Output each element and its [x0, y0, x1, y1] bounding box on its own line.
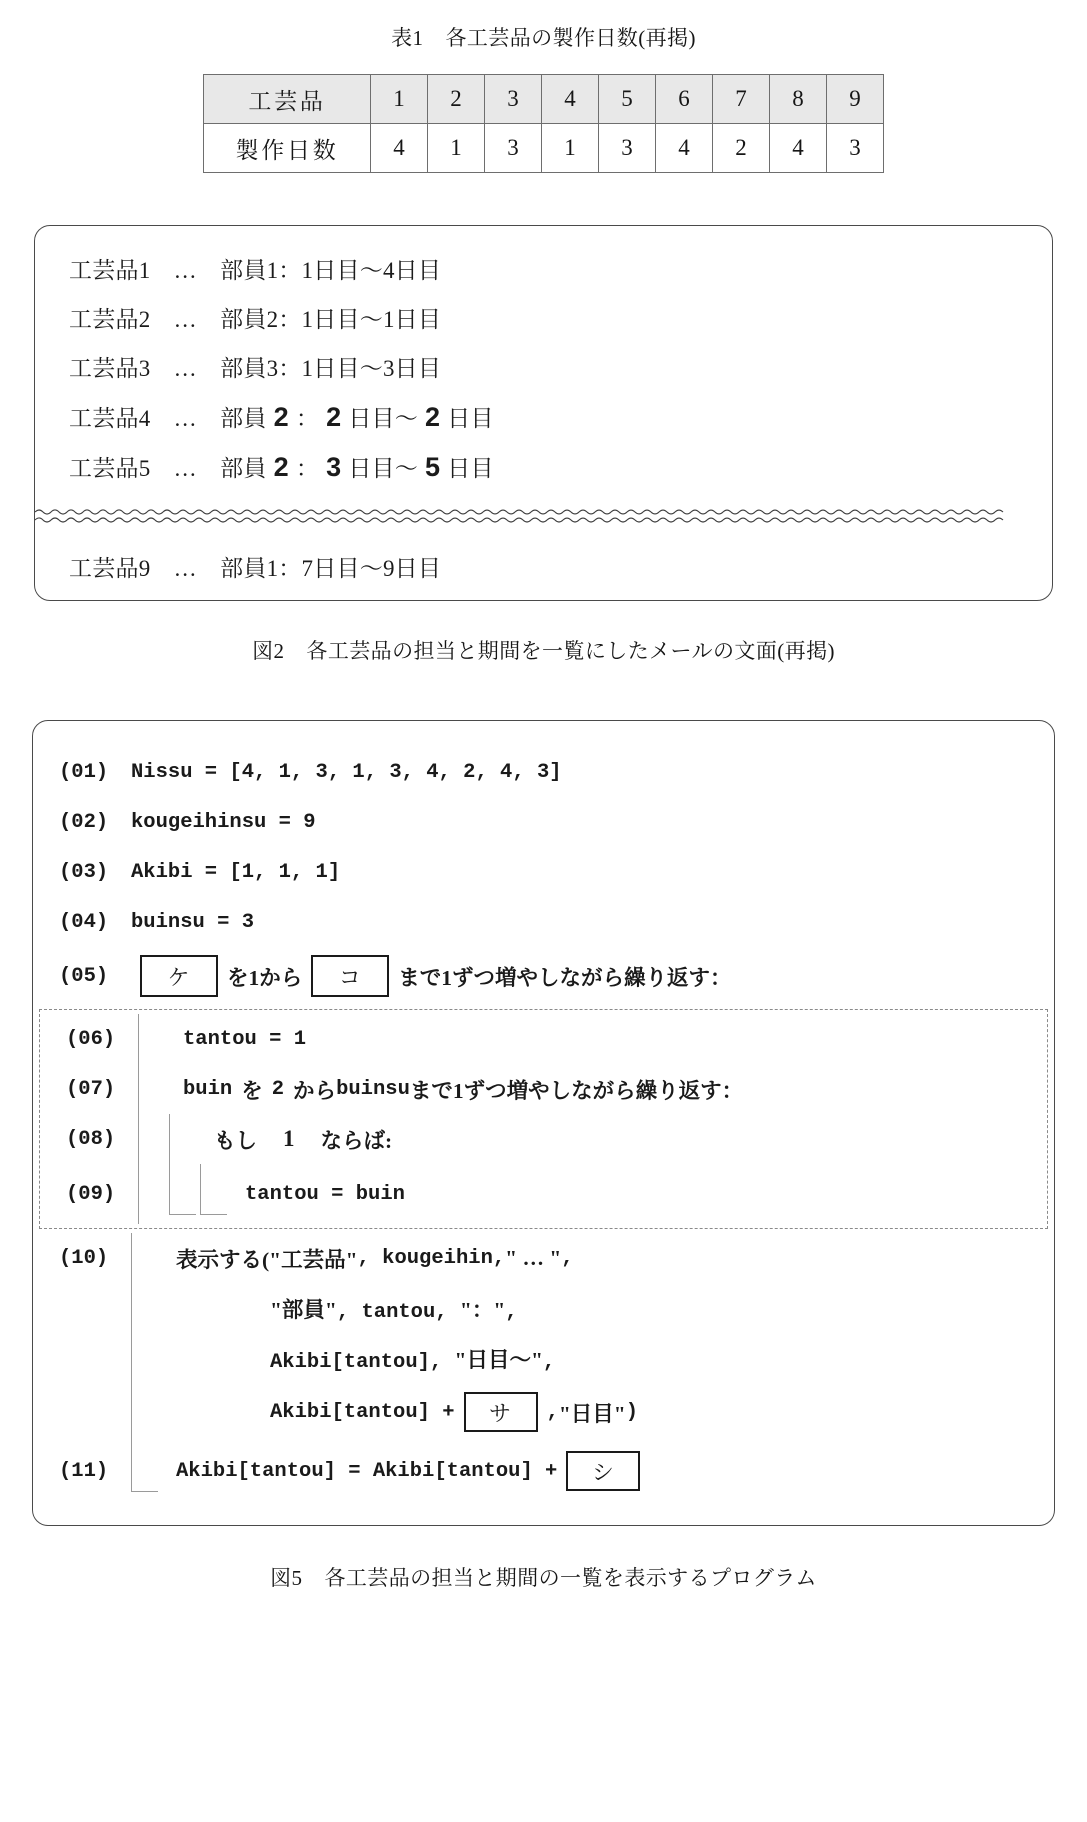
figure2-caption-prefix: 図2 — [252, 639, 285, 663]
code-text-08-moshi: もし — [214, 1128, 258, 1153]
indent-guide — [138, 1014, 165, 1064]
code-line-09 — [40, 1164, 1047, 1224]
code-text-07-kara: から — [293, 1078, 337, 1103]
indent-guide — [131, 1383, 158, 1441]
table-cell-days-2: 1 — [428, 124, 485, 173]
indent-guide — [131, 1283, 158, 1333]
code-line-10 — [33, 1233, 1054, 1283]
code-line-06 — [40, 1014, 1047, 1064]
indent-guide — [169, 1114, 196, 1164]
answer-value-condition: 1 — [283, 1126, 295, 1151]
code-text-03: Akibi = [1, 1, 1] — [131, 860, 341, 884]
indent-guide-end — [131, 1441, 158, 1492]
mail-line-5-member: 2 — [273, 452, 289, 482]
figure2-caption — [0, 635, 1087, 665]
code-text-05-mid: を1から — [227, 965, 303, 990]
indent-guide — [131, 1333, 158, 1383]
mail-line-5-end: 5 — [425, 452, 441, 482]
table1-caption-text: 各工芸品の製作日数(再掲) — [445, 26, 696, 50]
mail-line-5-colon: ： — [295, 456, 320, 481]
code-line-number-06: (06) — [66, 1027, 116, 1051]
code-text-10-arg1: , kougeihin, — [357, 1246, 506, 1270]
code-text-10-akibi1: Akibi[tantou], — [270, 1350, 455, 1374]
table-cell-days-7: 2 — [713, 124, 770, 173]
answer-slot-ke[interactable]: ケ — [140, 955, 218, 997]
code-text-02: kougeihinsu = 9 — [131, 810, 316, 834]
mail-line-2: 工芸品2 … 部員2：1日目〜1日目 — [69, 307, 442, 332]
table-cell-item-5: 5 — [599, 75, 656, 124]
program-listing-box — [32, 720, 1055, 1526]
code-text-10-akibi2: Akibi[tantou] + — [270, 1400, 455, 1424]
indent-guide — [138, 1064, 165, 1114]
code-line-10-cont-1 — [33, 1283, 1054, 1333]
table-cell-days-8: 4 — [770, 124, 827, 173]
code-line-05 — [33, 947, 1054, 1005]
indent-guide — [131, 1233, 158, 1283]
table-cell-item-6: 6 — [656, 75, 713, 124]
mail-line-1: 工芸品1 … 部員1：1日目〜4日目 — [69, 258, 442, 283]
code-line-number-05: (05) — [59, 964, 109, 988]
code-text-10-str-colon: "：" — [459, 1297, 506, 1322]
mail-line-5 — [35, 443, 1052, 493]
omission-wavy-rule — [35, 508, 1052, 524]
code-text-04: buinsu = 3 — [131, 910, 255, 934]
code-text-10-comma3: , — [542, 1350, 556, 1374]
table-row-label-days: 製作日数 — [204, 124, 371, 173]
code-text-10-str-nichime: "日目" — [558, 1401, 626, 1426]
code-text-09: tantou = buin — [245, 1182, 405, 1206]
code-line-08 — [40, 1114, 1047, 1164]
code-text-10-display: 表示する( — [176, 1247, 270, 1272]
code-line-number-10: (10) — [59, 1246, 109, 1270]
answer-slot-shi[interactable]: シ — [566, 1451, 640, 1491]
table-cell-item-2: 2 — [428, 75, 485, 124]
figure5-caption-text: 各工芸品の担当と期間の一覧を表示するプログラム — [324, 1566, 817, 1590]
code-text-07-limit: buinsu — [336, 1077, 410, 1101]
indent-guide — [138, 1114, 165, 1164]
code-text-11-assign: Akibi[tantou] = Akibi[tantou] + — [176, 1459, 558, 1483]
code-line-11 — [33, 1441, 1054, 1501]
figure2-caption-text: 各工芸品の担当と期間を一覧にしたメールの文面(再掲) — [306, 639, 835, 663]
table-cell-item-8: 8 — [770, 75, 827, 124]
code-text-10-str-dots: " … " — [505, 1245, 562, 1270]
code-text-07-wo: を — [241, 1078, 263, 1103]
mail-line-3: 工芸品3 … 部員3：1日目〜3日目 — [69, 356, 442, 381]
indent-guide-end — [169, 1164, 196, 1215]
code-line-04 — [33, 897, 1054, 947]
code-text-10-str-buin: "部員" — [270, 1297, 337, 1322]
table1-caption — [0, 22, 1087, 52]
code-text-07-from: 2 — [271, 1077, 285, 1101]
code-line-number-09: (09) — [66, 1182, 116, 1206]
table-cell-days-1: 4 — [371, 124, 428, 173]
code-line-01 — [33, 747, 1054, 797]
mail-line-9: 工芸品9 … 部員1：7日目〜9日目 — [69, 556, 442, 581]
table-cell-item-4: 4 — [542, 75, 599, 124]
mail-line-4-head: 工芸品4 … 部員 — [69, 406, 267, 431]
code-line-number-11: (11) — [59, 1459, 109, 1483]
mail-line-4-end: 2 — [425, 402, 441, 432]
code-text-10-comma2: , — [505, 1300, 518, 1324]
code-line-number-02: (02) — [59, 810, 109, 834]
code-line-number-04: (04) — [59, 910, 109, 934]
table-cell-item-7: 7 — [713, 75, 770, 124]
table-cell-days-9: 3 — [827, 124, 884, 173]
mail-line-5-tail: 日目 — [447, 456, 494, 481]
code-text-10-arg2: , tantou, — [336, 1300, 460, 1324]
table-cell-days-3: 3 — [485, 124, 542, 173]
table-header-label: 工芸品 — [204, 75, 371, 124]
figure5-caption-prefix: 図5 — [270, 1566, 303, 1590]
table1-caption-prefix: 表1 — [391, 26, 424, 50]
code-text-06: tantou = 1 — [183, 1027, 307, 1051]
craft-days-table — [203, 74, 884, 173]
code-text-07-tail: まで1ずつ増やしながら繰り返す： — [409, 1078, 744, 1103]
mail-line-4-member: 2 — [273, 402, 289, 432]
mail-line-4-start: 2 — [326, 402, 342, 432]
code-line-number-07: (07) — [66, 1077, 116, 1101]
mail-line-4-tail: 日目 — [447, 406, 494, 431]
code-text-07-var: buin — [183, 1077, 233, 1101]
mail-line-5-start: 3 — [326, 452, 342, 482]
code-line-03 — [33, 847, 1054, 897]
code-text-05-tail: まで1ずつ増やしながら繰り返す： — [398, 965, 732, 990]
code-line-number-01: (01) — [59, 760, 109, 784]
mail-line-5-head: 工芸品5 … 部員 — [69, 456, 267, 481]
mail-content-box — [34, 225, 1053, 601]
code-line-10-cont-2 — [33, 1333, 1054, 1383]
code-line-02 — [33, 797, 1054, 847]
table-cell-days-6: 4 — [656, 124, 713, 173]
table-cell-item-3: 3 — [485, 75, 542, 124]
answer-slot-sa[interactable]: サ — [464, 1392, 538, 1432]
mail-line-4-mid: 日目〜 — [348, 406, 419, 431]
code-text-10-str-kougeihin: "工芸品" — [269, 1247, 358, 1272]
code-line-number-08: (08) — [66, 1127, 116, 1151]
mail-line-4 — [35, 393, 1052, 443]
table-row-days — [204, 124, 884, 173]
answer-slot-ko[interactable]: コ — [311, 955, 389, 997]
table-row-header — [204, 75, 884, 124]
mail-lines-bottom — [35, 526, 1052, 593]
table1-wrapper — [0, 74, 1087, 173]
figure5-caption — [0, 1562, 1087, 1592]
mail-line-4-colon: ： — [295, 406, 320, 431]
indent-guide-end — [200, 1164, 227, 1215]
code-text-10-comma4: , — [546, 1400, 559, 1424]
indent-guide — [138, 1164, 165, 1224]
code-text-10-close: ) — [625, 1400, 639, 1424]
mail-line-5-mid: 日目〜 — [348, 456, 419, 481]
code-line-10-cont-3 — [33, 1383, 1054, 1441]
code-text-10-str-nichime-kara: "日目〜" — [454, 1347, 543, 1372]
code-line-number-03: (03) — [59, 860, 109, 884]
code-text-08-naraba: ならば: — [320, 1128, 393, 1153]
table-cell-days-4: 1 — [542, 124, 599, 173]
table-cell-item-1: 1 — [371, 75, 428, 124]
mail-lines-top — [35, 226, 1052, 493]
code-text-10-comma1: , — [561, 1246, 574, 1270]
table-cell-item-9: 9 — [827, 75, 884, 124]
code-text-01: Nissu = [4, 1, 3, 1, 3, 4, 2, 4, 3] — [131, 760, 562, 784]
table-cell-days-5: 3 — [599, 124, 656, 173]
highlighted-code-region — [39, 1009, 1048, 1229]
code-line-07 — [40, 1064, 1047, 1114]
